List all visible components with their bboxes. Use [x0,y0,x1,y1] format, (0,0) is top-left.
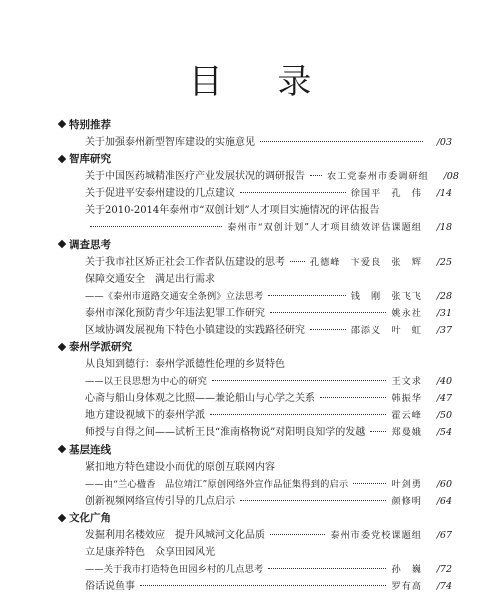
entry-title: ——由“兰心楹香 品位靖江”原创网络外宣作品征集得到的启示 [85,478,349,490]
entry-author: 孙 巍 [391,564,422,575]
toc-entry [57,202,452,219]
diamond-bullet-icon [58,240,66,248]
entry-title: ——《泰州市道路交通安全条例》立法思考 [85,290,264,302]
entry-title: 创新视频网络宣传引导的几点启示 [85,495,235,507]
toc-entry[interactable] [57,578,452,595]
toc-entry[interactable] [57,254,452,271]
page-title: 目 录 [188,62,334,102]
diamond-bullet-icon [58,154,66,162]
entry-author: 郑曼娥 [391,427,422,438]
entry-author: 王文求 [391,376,422,387]
section-heading [57,339,452,356]
entry-title: 立足康养特色 众享田园风光 [85,547,215,558]
toc-entry[interactable] [57,219,452,236]
entry-title: 俗话说鱼事 [85,581,135,592]
entry-title: ——关于我市打造特色田园乡村的几点思考 [85,564,264,575]
dot-leader [310,329,346,330]
toc-entry[interactable] [57,476,452,493]
entry-page-number: /47 [436,393,452,404]
entry-author: 农工党泰州市委调研组 [327,171,429,182]
section-heading [57,510,452,527]
section-heading [57,151,452,168]
entry-page-number: /64 [436,495,452,507]
entry-page-number: /37 [436,324,452,336]
entry-title: 紧扣地方特色建设小而优的原创互联网内容 [85,461,275,473]
dot-leader [353,483,386,484]
entry-title: 从良知到德行：泰州学派德性伦理的乡贤特色 [85,359,285,370]
entry-title: 关于促进平安泰州建设的几点建议 [85,188,235,199]
toc-entry [57,544,452,561]
toc-entry[interactable] [57,288,452,305]
entry-author: 罗有高 [391,581,422,592]
entry-title: 关于我市社区矫正社会工作者队伍建设的思考 [85,256,285,268]
entry-page-number: /28 [436,290,452,302]
entry-author: 徐国平 孔 伟 [350,188,422,199]
entry-page-number: /18 [436,222,452,233]
dot-leader [90,226,222,227]
section-heading [57,237,452,254]
toc-entry [57,271,452,288]
dot-leader [268,568,386,569]
entry-author: 霍云峰 [391,410,422,421]
section-heading [57,117,452,134]
dot-leader [140,585,386,586]
entry-title: 关于2010-2014年泰州市“双创计划”人才项目实施情况的评估报告 [85,205,380,216]
entry-title: 关于中国医药城精准医疗产业发展状况的调研报告 [85,171,305,182]
entry-page-number: /72 [436,564,452,575]
table-of-contents [57,116,459,595]
diamond-bullet-icon [58,120,66,128]
section-heading-label: 智库研究 [69,153,111,165]
dot-leader [290,261,305,262]
toc-entry[interactable] [57,305,452,322]
entry-page-number: /31 [436,307,452,319]
diamond-bullet-icon [58,342,66,350]
entry-author: 孔德峰 卞爱良 张 辉 [309,256,422,268]
entry-title: 发掘利用名楼效应 提升风城河文化品质 [85,530,265,541]
entry-page-number: /50 [436,410,452,421]
entry-author: 韩振华 [391,393,422,404]
entry-page-number: /74 [436,581,452,592]
entry-title: 区域协调发展视角下特色小镇建设的实践路径研究 [85,324,305,336]
entry-author: 泰州市委党校课题组 [330,530,422,541]
entry-title: ——以王艮思想为中心的研究 [85,376,208,387]
entry-title: 心斋与船山身体观之比照——兼论船山与心学之关系 [85,393,315,404]
dot-leader [212,380,386,381]
dot-leader [270,534,325,535]
toc-entry[interactable] [57,390,452,407]
toc-entry[interactable] [57,322,452,339]
dot-leader [310,175,322,176]
toc-entry[interactable] [57,407,452,424]
entry-author: 姚永社 [391,307,422,319]
section-heading-label: 调查思考 [69,238,111,251]
dot-leader [240,192,346,193]
diamond-bullet-icon [58,513,66,521]
dot-leader [320,397,386,398]
section-heading-label: 文化广角 [69,512,111,524]
entry-author: 邵添义 叶 虹 [350,324,422,336]
toc-entry[interactable] [57,185,452,202]
entry-page-number: /54 [436,427,452,438]
entry-page-number: /08 [443,171,459,182]
toc-entry[interactable] [57,424,452,441]
entry-page-number: /14 [436,188,452,199]
dot-leader [210,414,386,415]
toc-entry[interactable] [57,373,452,390]
toc-entry[interactable] [57,134,452,151]
entry-page-number: /67 [436,530,452,541]
entry-title: 关于加强泰州新型智库建设的实施意见 [85,136,255,148]
entry-title: 泰州市深化预防青少年违法犯罪工作研究 [85,307,265,319]
entry-author: 叶剑勇 [391,478,422,490]
dot-leader [268,295,345,296]
toc-entry [57,356,452,373]
entry-page-number: /25 [436,256,452,268]
diamond-bullet-icon [58,445,66,453]
entry-author: 泰州市“双创计划”人才项目绩效评估课题组 [227,222,422,233]
entry-title: 地方建设视域下的泰州学派 [85,410,205,421]
entry-page-number: /40 [436,376,452,387]
section-heading-label: 基层连线 [69,443,111,456]
toc-entry[interactable] [57,527,452,544]
entry-author: 颜修明 [391,495,422,507]
entry-title: 保障交通安全 满足出行需求 [85,273,215,285]
dot-leader [270,312,386,313]
entry-title: 师授与自得之间——试析王艮“淮南格物说”对阳明良知学的发越 [85,427,366,438]
dot-leader [240,500,386,501]
entry-author: 钱 刚 张飞飞 [350,290,422,302]
dot-leader [370,431,386,432]
entry-page-number: /60 [436,478,452,490]
toc-entry[interactable] [57,168,459,185]
section-heading [57,442,452,459]
toc-entry[interactable] [57,493,452,510]
entry-page-number: /03 [436,136,452,148]
section-heading-label: 泰州学派研究 [69,341,132,353]
toc-entry[interactable] [57,561,452,578]
toc-entry [57,459,452,476]
dot-leader [260,141,423,142]
section-heading-label: 特别推荐 [69,118,111,131]
